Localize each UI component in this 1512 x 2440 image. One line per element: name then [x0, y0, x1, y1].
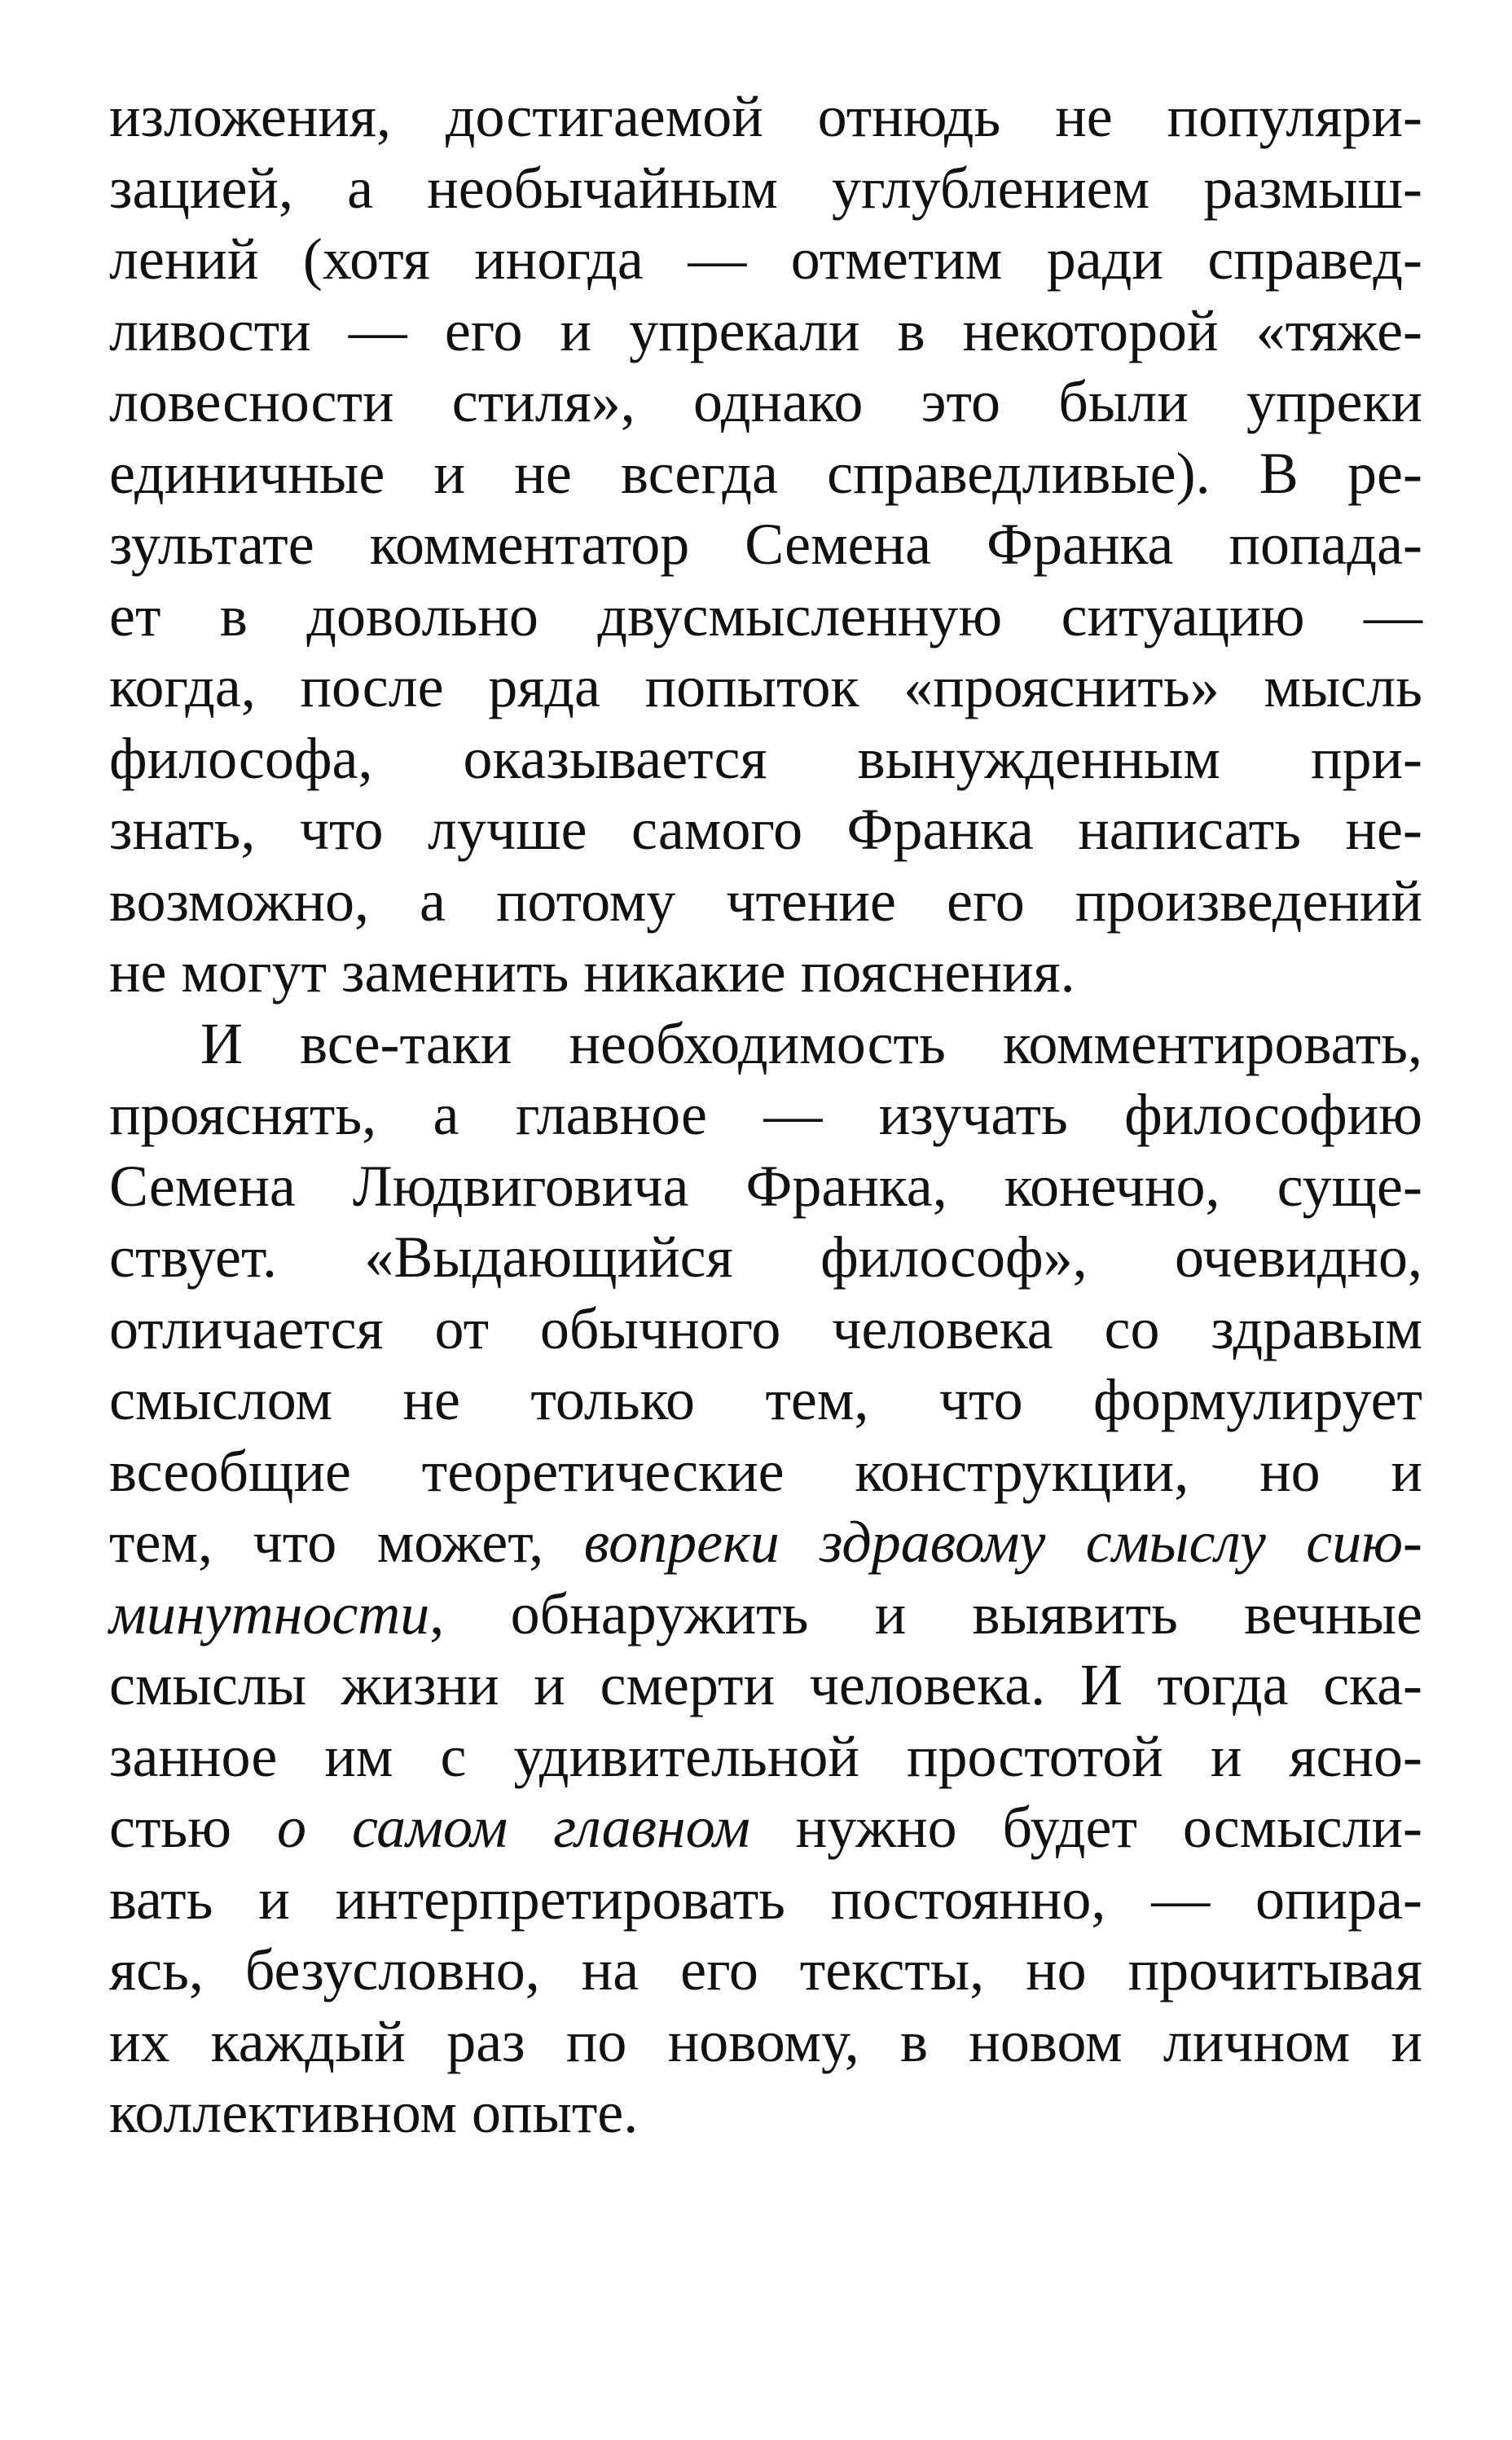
text-line: зультате комментатор Семена Франка попада-: [109, 512, 1422, 577]
text-line: смыслом не только тем, что формулирует: [109, 1367, 1422, 1432]
italic-phrase: о самом главном: [277, 1795, 750, 1860]
text-line: вать и интерпретировать постоянно, — опира-: [109, 1866, 1422, 1932]
text-line: ствует. «Выдающийся философ», очевидно,: [109, 1224, 1422, 1290]
text-segment: тем, что может,: [109, 1510, 584, 1575]
text-line: лений (хотя иногда — отметим ради справед-: [109, 226, 1422, 292]
text-line: [109, 1579, 1422, 1651]
text-segment: стью: [109, 1795, 278, 1860]
italic-phrase: вопреки здравому смыслу сию-: [583, 1510, 1422, 1575]
text-segment: , обнаружить и выявить вечные: [429, 1581, 1422, 1646]
text-line: ясь, безусловно, на его тексты, но прочитывая: [109, 1937, 1422, 2003]
paragraph-1: [109, 81, 1422, 1009]
text-line: не могут заменить никакие пояснения.: [109, 939, 1075, 1005]
text-line: смыслы жизни и смерти человека. И тогда ска-: [109, 1652, 1422, 1717]
text-line: И все-таки необходимость комментировать,: [200, 1010, 1422, 1076]
text-line: единичные и не всегда справедливые). В ре-: [109, 440, 1422, 506]
text-line: ловесности стиля», однако это были упреки: [109, 369, 1422, 434]
text-line: философа, оказывается вынужденным при-: [109, 725, 1422, 791]
book-page-text: [109, 81, 1422, 2149]
paragraph-2: [109, 1009, 1422, 2149]
italic-phrase: минутности: [109, 1581, 430, 1646]
text-line: занное им с удивительной простотой и ясно-: [109, 1723, 1422, 1789]
text-line: их каждый раз по новому, в новом личном и: [109, 2008, 1422, 2074]
text-line: ливости — его и упрекали в некоторой «тяже-: [109, 297, 1422, 363]
text-line: прояснять, а главное — изучать философию: [109, 1082, 1422, 1147]
text-line: [109, 1507, 1422, 1579]
text-line: ет в довольно двусмысленную ситуацию —: [109, 583, 1422, 648]
text-line: знать, что лучше самого Франка написать не-: [109, 797, 1422, 862]
text-line: коллективном опыте.: [109, 2080, 639, 2145]
text-line: зацией, а необычайным углублением размыш-: [109, 155, 1422, 221]
text-line: когда, после ряда попыток «прояснить» мысль: [109, 654, 1422, 719]
text-segment: нужно будет осмысли-: [749, 1795, 1423, 1860]
text-line: возможно, а потому чтение его произведений: [109, 868, 1422, 934]
text-line: Семена Людвиговича Франка, конечно, суще-: [109, 1153, 1422, 1219]
text-line: всеобщие теоретические конструкции, но и: [109, 1438, 1422, 1504]
text-line: отличается от обычного человека со здравым: [109, 1295, 1422, 1361]
text-line: изложения, достигаемой отнюдь не популяри-: [109, 84, 1422, 149]
text-line: [109, 1792, 1422, 1864]
